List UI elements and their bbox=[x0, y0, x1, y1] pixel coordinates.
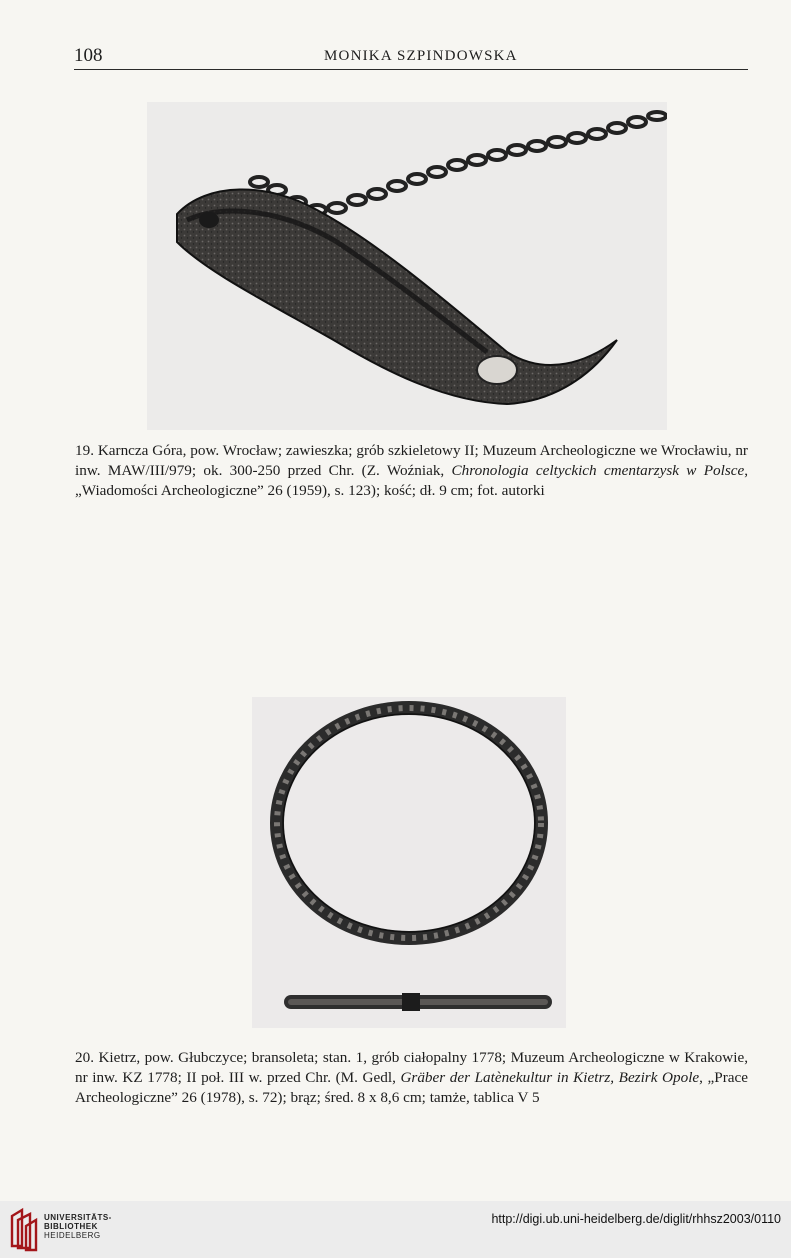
bracelet-ring bbox=[277, 708, 541, 938]
logo-line: HEIDELBERG bbox=[44, 1231, 101, 1240]
chain bbox=[250, 112, 666, 215]
caption-text: , „Wiadomości Archeologiczne” 26 (1959), s. 123); kość; dł. 9 cm; fot. autorki bbox=[75, 462, 749, 499]
bracelet-side-view bbox=[284, 993, 552, 1011]
running-title: MONIKA SZPINDOWSKA bbox=[324, 48, 518, 64]
caption-title-italic: Gräber der Latènekultur in Kietrz, Bezirk Opole bbox=[400, 1069, 700, 1086]
caption-text: 20. Kietrz, pow. Głubczyce; bransoleta; stan. 1, grób ciałopalny 1778; Muzeum Archeologiczne w Krakowie, nr inw. KZ 1778; II poł. III w. przed Chr. (M. Gedl, bbox=[75, 1049, 748, 1086]
library-logo-text bbox=[44, 1213, 112, 1240]
caption-text: 19. Karncza Góra, pow. Wrocław; zawieszka; grób szkieletowy II; Muzeum Archeologiczne we Wrocławiu, nr inw. MAW/III/979; ok. 300-250 przed Chr. (Z. Woźniak, bbox=[75, 442, 748, 479]
figure-20-photo bbox=[252, 697, 566, 1028]
footer-bar bbox=[0, 1201, 791, 1258]
caption-text: , „Prace Archeologiczne” 26 (1978), s. 72); brąz; śred. 8 x 8,6 cm; tamże, tablica V 5 bbox=[75, 1069, 749, 1106]
page-number: 108 bbox=[74, 45, 103, 66]
logo-line: UNIVERSITÄTS- bbox=[44, 1213, 112, 1222]
figure-19-caption bbox=[75, 441, 748, 501]
source-url-link[interactable]: http://digi.ub.uni-heidelberg.de/diglit/rhhsz2003/0110 bbox=[491, 1212, 781, 1226]
pendant-image bbox=[147, 102, 667, 430]
caption-title-italic: Chronologia celtyckich cmentarzysk w Polsce bbox=[451, 462, 745, 479]
pendant-body bbox=[177, 189, 617, 404]
figure-20-caption bbox=[75, 1048, 748, 1108]
bracelet-image bbox=[252, 697, 566, 1028]
logo-line: BIBLIOTHEK bbox=[44, 1222, 98, 1231]
header-rule bbox=[74, 69, 748, 70]
library-logo-icon bbox=[8, 1206, 38, 1252]
figure-19-photo bbox=[147, 102, 667, 430]
